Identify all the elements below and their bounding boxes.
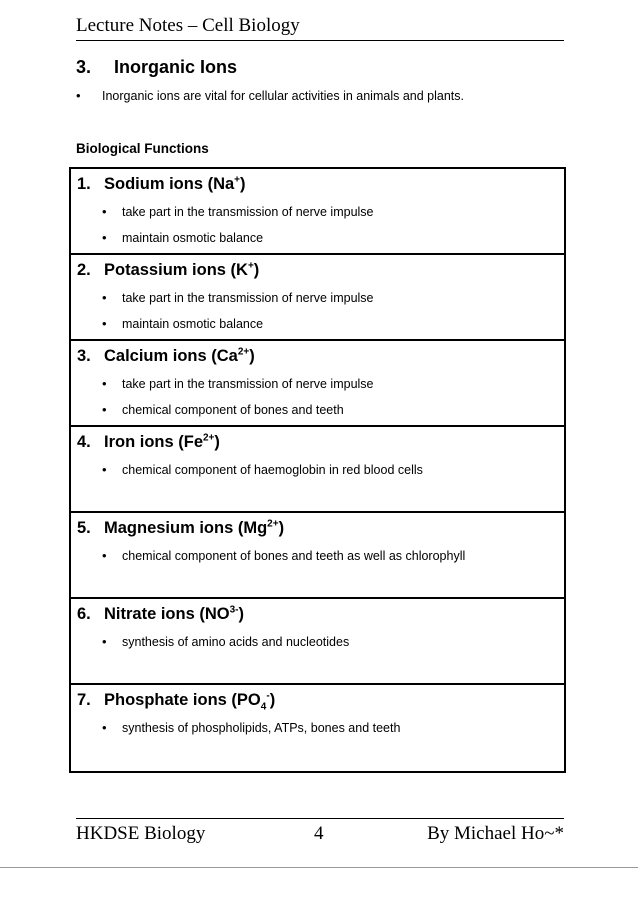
ion-number: 3. — [77, 347, 91, 365]
ion-title — [77, 689, 275, 711]
bullet-icon: • — [102, 316, 107, 331]
ion-number: 6. — [77, 605, 91, 623]
bullet-icon: • — [102, 204, 107, 219]
footer-course: HKDSE Biology — [76, 823, 206, 844]
ion-row — [71, 685, 564, 771]
section-title-text: Inorganic Ions — [114, 57, 238, 77]
bullet-icon: • — [102, 462, 107, 477]
ion-row — [71, 169, 564, 255]
ion-title — [77, 259, 259, 281]
bullet-icon: • — [102, 402, 107, 417]
ion-row — [71, 599, 564, 685]
ion-function-item — [102, 230, 263, 246]
bullet-icon: • — [102, 634, 107, 649]
bullet-icon: • — [102, 548, 107, 563]
ion-charge: 3- — [229, 604, 239, 616]
ion-function-text: take part in the transmission of nerve impulse — [122, 291, 374, 305]
ion-function-text: take part in the transmission of nerve impulse — [122, 205, 374, 219]
ion-title — [77, 431, 220, 453]
ion-number: 1. — [77, 175, 91, 193]
ion-title — [77, 345, 255, 367]
ion-function-item — [102, 402, 344, 418]
ion-function-item — [102, 376, 374, 392]
ion-row — [71, 341, 564, 427]
ion-function-item — [102, 720, 400, 736]
ion-close-paren: ) — [269, 691, 276, 709]
ion-function-item — [102, 290, 374, 306]
ion-title — [77, 603, 244, 625]
ion-name: Sodium ions (Na — [104, 175, 235, 193]
ion-charge: 2+ — [267, 518, 279, 530]
ion-function-item — [102, 634, 349, 650]
ion-function-text: chemical component of bones and teeth — [122, 403, 344, 417]
ion-row — [71, 427, 564, 513]
ion-subscript: 4 — [260, 701, 267, 713]
ion-name: Phosphate ions (PO — [104, 691, 261, 709]
ion-function-item — [102, 204, 374, 220]
ion-function-text: maintain osmotic balance — [122, 317, 264, 331]
ion-number: 4. — [77, 433, 91, 451]
intro-bullet — [76, 88, 564, 104]
ion-title — [77, 517, 284, 539]
ion-close-paren: ) — [238, 605, 245, 623]
bullet-icon: • — [102, 376, 107, 391]
section-number: 3. — [76, 57, 92, 77]
ion-name: Potassium ions (K — [104, 261, 248, 279]
ion-row — [71, 255, 564, 341]
ion-function-text: synthesis of amino acids and nucleotides — [122, 635, 350, 649]
ion-charge: + — [234, 174, 241, 186]
ion-function-text: take part in the transmission of nerve impulse — [122, 377, 374, 391]
page-number: 4 — [314, 823, 324, 844]
ion-function-text: synthesis of phospholipids, ATPs, bones and teeth — [122, 721, 401, 735]
ion-charge: 2+ — [237, 346, 250, 358]
ion-functions-table — [69, 167, 566, 773]
ion-name: Nitrate ions (NO — [104, 605, 230, 623]
intro-text: Inorganic ions are vital for cellular activities in animals and plants. — [102, 89, 464, 103]
ion-close-paren: ) — [249, 347, 255, 365]
page-footer — [76, 822, 564, 848]
ion-title — [77, 173, 246, 195]
ion-function-text: maintain osmotic balance — [122, 231, 264, 245]
ion-function-text: chemical component of haemoglobin in red blood cells — [122, 463, 423, 477]
page-header: Lecture Notes – Cell Biology — [76, 14, 564, 41]
ion-name: Iron ions (Fe — [104, 433, 203, 451]
bullet-icon: • — [102, 290, 107, 305]
ion-name: Calcium ions (Ca — [104, 347, 238, 365]
page-bottom-rule — [0, 867, 638, 868]
ion-number: 2. — [77, 261, 91, 279]
ion-number: 7. — [77, 691, 91, 709]
ion-name: Magnesium ions (Mg — [104, 519, 268, 537]
subsection-title: Biological Functions — [76, 141, 209, 156]
ion-function-item — [102, 462, 423, 478]
ion-close-paren: ) — [240, 175, 246, 193]
ion-close-paren: ) — [253, 261, 260, 279]
ion-function-text: chemical component of bones and teeth as well as chlorophyll — [122, 549, 466, 563]
ion-function-item — [102, 548, 465, 564]
ion-charge: + — [247, 260, 254, 272]
ion-close-paren: ) — [214, 433, 220, 451]
ion-number: 5. — [77, 519, 91, 537]
footer-divider — [76, 818, 564, 819]
ion-close-paren: ) — [278, 519, 285, 537]
bullet-icon: • — [102, 230, 107, 245]
ion-charge: - — [266, 690, 270, 702]
ion-charge: 2+ — [203, 432, 215, 444]
footer-author: By Michael Ho~* — [427, 823, 564, 844]
section-title — [76, 56, 237, 78]
ion-row — [71, 513, 564, 599]
bullet-icon: • — [102, 720, 107, 735]
bullet-icon: • — [76, 88, 81, 103]
ion-function-item — [102, 316, 263, 332]
